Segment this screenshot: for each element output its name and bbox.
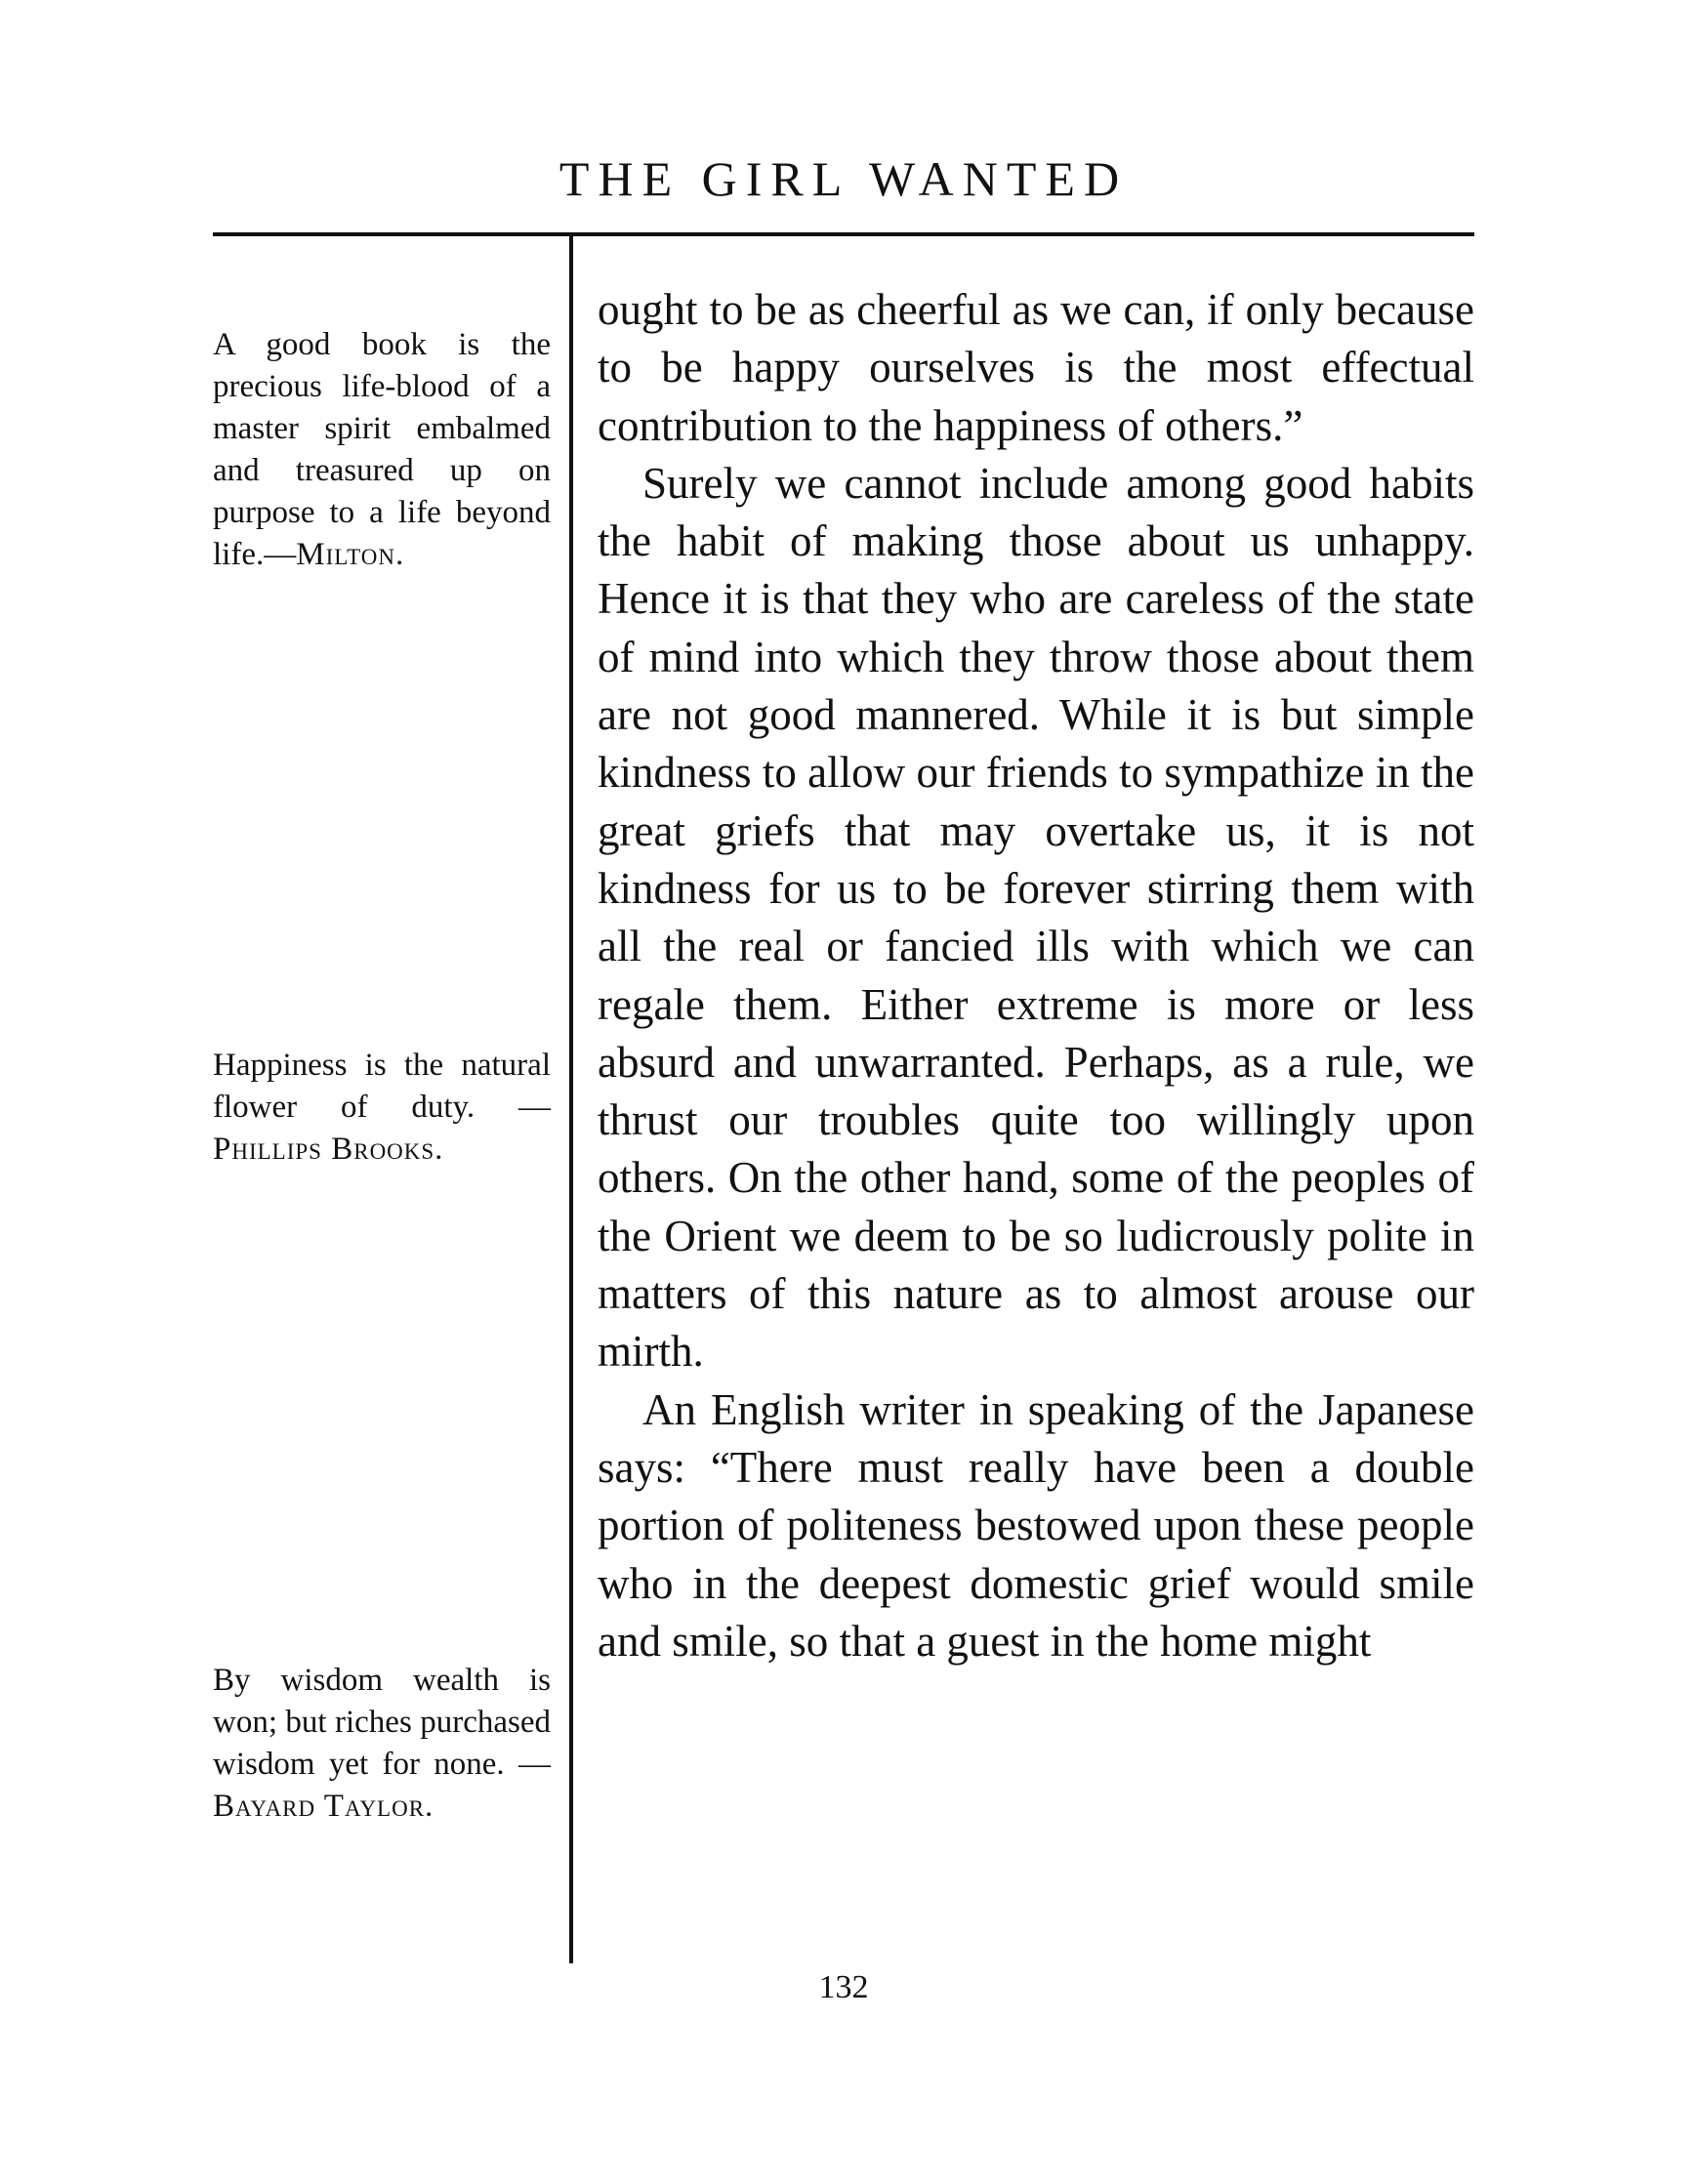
main-text-column <box>598 281 1474 1670</box>
sidenote-brooks <box>213 1045 551 1171</box>
header-rule <box>213 232 1474 236</box>
body-paragraph: Surely we cannot include among good habits the habit of making those about us unhappy. Hence it is that they who are careless of the state of mind into which they throw those about them are not good mannered. While it is but simple kindness to allow our friends to sympathize in the great griefs that may overtake us, it is not kindness for us to be forever stirring them with all the real or fancied ills with which we can regale them. Either extreme is more or less absurd and unwarranted. Perhaps, as a rule, we thrust our troubles quite too willingly upon others. On the other hand, some of the peoples of the Orient we deem to be so ludicrously polite in matters of this nature as to almost arouse our mirth. <box>598 458 1474 1377</box>
sidenote-text: A good book is the precious life-blood of a master spirit embalmed and treasured up on purpose to a life beyond life.— <box>213 327 551 572</box>
sidenote-author: Phillips Brooks. <box>213 1132 444 1167</box>
sidenote-text: Happiness is the natural flower of duty. — <box>213 1048 551 1125</box>
sidenote-author: Bayard Taylor. <box>213 1789 434 1824</box>
sidenote-milton <box>213 324 551 576</box>
running-head: THE GIRL WANTED <box>558 151 1129 206</box>
sidenote-text: By wisdom wealth is won; but riches purchased wisdom yet for none. — <box>213 1663 551 1782</box>
column-divider-rule <box>569 235 573 1963</box>
body-paragraph: An English writer in speaking of the Japanese says: “There must really have been a double portion of politeness bestowed upon these people who in the deepest domestic grief would smile and smile, so that a guest in the home might <box>598 1384 1474 1666</box>
sidenote-taylor <box>213 1660 551 1828</box>
sidenote-author: Milton. <box>296 537 405 572</box>
body-paragraph: ought to be as cheerful as we can, if only because to be happy ourselves is the most effectual contribution to the happiness of others.” <box>598 285 1474 450</box>
page-number: 132 <box>818 1969 869 2005</box>
